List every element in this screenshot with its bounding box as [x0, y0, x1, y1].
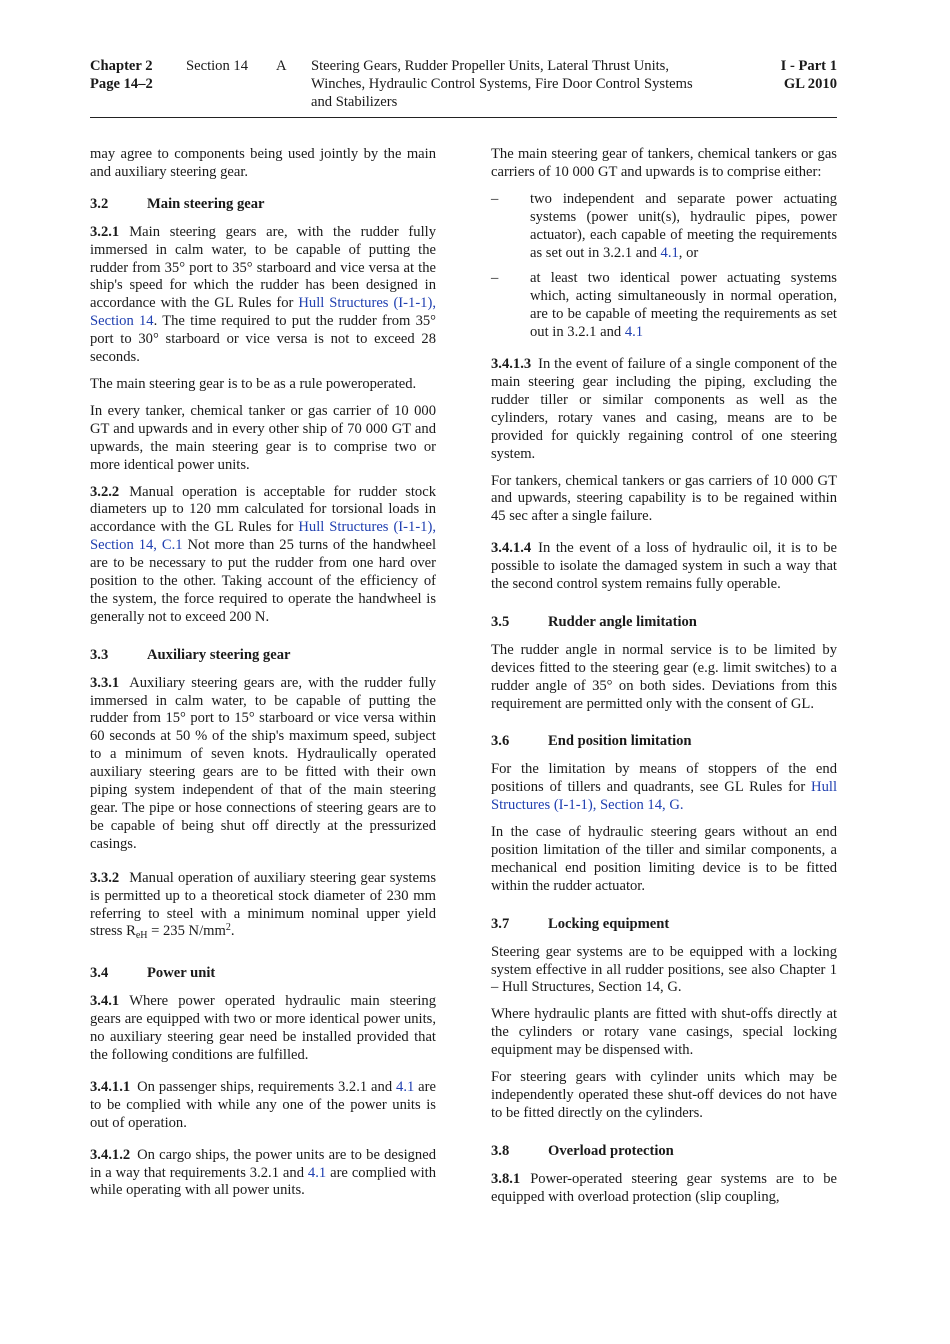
header-part-edition	[781, 57, 837, 93]
superscript: 2	[225, 922, 231, 934]
paragraph: may agree to components being used jointly by the main and auxiliary steering gear.	[90, 146, 436, 180]
section-number: 3.4	[90, 965, 109, 982]
paragraph-text: Main steering gears are, with the rudder fully immersed in calm water, to be capable of putting the rudder from 35° port to 35° starboard and vice versa at the ship's speed for which the rudder has been designed in accordance with the GL Rules for	[90, 223, 436, 312]
hull-structures-link[interactable]: Hull Structures (I-1-1), Section 14, C.1	[90, 519, 436, 554]
list-item	[491, 191, 837, 263]
clause-number: 3.2.2	[90, 483, 120, 500]
paragraph-text: are to be complied with while any one of the power units is out of operation.	[90, 1078, 436, 1131]
paragraph-text: Power-operated steering gear systems are to be equipped with overload protection (slip coupling,	[491, 1170, 837, 1205]
header-title	[311, 57, 751, 111]
paragraph: Where hydraulic plants are fitted with shut-offs directly at the cylinders or rotary vane casings, special locking equipment may be dispensed with.	[491, 1006, 837, 1059]
section-4-1-link[interactable]: 4.1	[396, 1078, 415, 1095]
paragraph: The main steering gear of tankers, chemical tankers or gas carriers of 10 000 GT and upwards is to comprise either:	[491, 146, 837, 180]
header-title-line: Winches, Hydraulic Control Systems, Fire Door Control Systems	[311, 76, 693, 92]
paragraph-text: .	[230, 923, 235, 940]
section-title: Overload protection	[548, 1142, 674, 1159]
clause-number: 3.8.1	[491, 1170, 521, 1187]
clause-number: 3.3.1	[90, 674, 120, 691]
header-letter: A	[276, 58, 287, 74]
section-4-1-link[interactable]: 4.1	[660, 244, 679, 261]
left-column	[90, 146, 436, 1209]
paragraph-text: Auxiliary steering gears are, with the rudder fully immersed in calm water, to be capable of putting the rudder from 15° port to 15° starboard or vice versa within 60 seconds at 50 % of the ship's maximum speed, subject to a minimum of seven knots. Hydraulically operated auxiliary steering gears are to be fitted with their own piping system independent of that of the main steering gear. The pipe or hose connections of steering gears are to be capable of being shut off directly at the pressurized casings.	[90, 674, 436, 852]
section-number: 3.6	[491, 733, 510, 750]
header-chapter-page	[90, 57, 153, 93]
clause-number: 3.4.1.4	[491, 540, 532, 557]
paragraph-text: are complied with while operating with all power units.	[90, 1164, 436, 1199]
hull-structures-link[interactable]: Hull Structures (I-1-1), Section 14	[90, 295, 436, 330]
header-section: Section 14	[186, 58, 249, 74]
header-chapter: Chapter 2	[90, 58, 153, 74]
section-title: Main steering gear	[147, 195, 265, 212]
paragraph-text: . The time required to put the rudder from 35° port to 30° starboard or vice versa is not to exceed 28 seconds.	[90, 313, 436, 366]
section-heading-3-2	[90, 196, 436, 214]
paragraph: In every tanker, chemical tanker or gas carrier of 10 000 GT and upwards and in every other ship of 70 000 GT and upwards, the main steering gear is to comprise two or more identical power units.	[90, 402, 436, 473]
section-heading-3-8	[491, 1143, 837, 1161]
section-title: Auxiliary steering gear	[147, 646, 291, 663]
paragraph-3-8-1	[491, 1171, 837, 1207]
section-number: 3.3	[90, 646, 109, 663]
section-number: 3.5	[491, 613, 510, 630]
page-header	[90, 57, 837, 112]
paragraph-text: On passenger ships, requirements 3.2.1 and	[137, 1078, 397, 1095]
paragraph: The main steering gear is to be as a rule poweroperated.	[90, 375, 417, 392]
section-heading-3-5	[491, 614, 837, 632]
clause-number: 3.2.1	[90, 223, 120, 240]
paragraph-text: For the limitation by means of stoppers of the end positions of tillers and quadrants, see GL Rules for	[491, 761, 837, 796]
right-column	[491, 146, 837, 1216]
paragraph-3-4-1-2	[90, 1147, 436, 1201]
section-heading-3-7	[491, 916, 837, 934]
dash-bullet: –	[491, 190, 499, 207]
list-text: at least two identical power actuating systems which, acting simultaneously in normal operation, are to be capable of meeting the requirements as set out in 3.2.1 and	[530, 270, 837, 341]
paragraph-text: Where power operated hydraulic main steering gears are equipped with two or more identical power units, no auxiliary steering gear need be installed provided that the following conditions are fulfilled.	[90, 993, 436, 1063]
clause-number: 3.4.1.2	[90, 1146, 131, 1163]
header-edition: GL 2010	[783, 76, 837, 92]
section-number: 3.7	[491, 915, 510, 932]
clause-number: 3.3.2	[90, 869, 120, 886]
requirement-list	[491, 191, 837, 342]
paragraph-3-3-1	[90, 675, 436, 854]
header-title-line: Steering Gears, Rudder Propeller Units, Lateral Thrust Units,	[311, 58, 670, 74]
paragraph-text: = 235 N/mm	[147, 923, 226, 940]
section-heading-3-3	[90, 647, 436, 665]
paragraph	[491, 761, 837, 815]
section-4-1-link[interactable]: 4.1	[307, 1164, 327, 1181]
paragraph-3-3-2	[90, 870, 436, 946]
paragraph-3-4-1	[90, 993, 436, 1065]
section-number: 3.8	[491, 1142, 510, 1159]
paragraph: Steering gear systems are to be equipped with a locking system effective in all rudder positions, see also Chapter 1 – Hull Structures, Section 14, G.	[491, 943, 837, 996]
section-title: Locking equipment	[548, 915, 670, 932]
paragraph-text: Not more than 25 turns of the handwheel are to be necessary to put the rudder from one hard over position to the other. Taking account of the efficiency of the system, the force required to operate the handwheel is generally not to exceed 200 N.	[90, 537, 436, 625]
section-title: Rudder angle limitation	[548, 613, 697, 630]
list-text: two independent and separate power actuating systems (power unit(s), hydraulic pipes, power actuator), each capable of meeting the requirements as set out in 3.2.1 and	[530, 190, 837, 261]
clause-number: 3.4.1.3	[491, 356, 532, 373]
paragraph-3-2-1	[90, 224, 436, 367]
paragraph-text: On cargo ships, the power units are to be designed in a way that requirements 3.2.1 and	[90, 1146, 436, 1181]
paragraph: The rudder angle in normal service is to be limited by devices fitted to the steering gear (e.g. limit switches) to a rudder angle of 35° on both sides. Deviations from this requirement are permitted only with the consent of GL.	[491, 641, 837, 712]
paragraph: For steering gears with cylinder units which may be independently operated these shut-off devices do not have to be fitted directly on the cylinders.	[491, 1069, 837, 1121]
dash-bullet: –	[491, 270, 499, 287]
paragraph-text: In the event of failure of a single component of the main steering gear including the piping, excluding the rudder tiller or similar components as well as the cylinders, rotary vanes and casing, means are to be provided for quickly regaining control of one steering system.	[491, 356, 837, 462]
section-number: 3.2	[90, 195, 109, 212]
paragraph-text: Manual operation is acceptable for rudder stock diameters up to 120 mm calculated for torsional loads in accordance with the GL Rules for	[90, 483, 436, 536]
header-rule	[90, 117, 837, 118]
paragraph-3-2-2	[90, 484, 436, 627]
paragraph-3-4-1-1	[90, 1079, 436, 1133]
paragraph: For tankers, chemical tankers or gas carriers of 10 000 GT and upwards, steering capability is to be regained within 45 sec after a single failure.	[491, 472, 837, 525]
header-page: Page 14–2	[90, 76, 153, 92]
paragraph-3-4-1-4	[491, 540, 837, 594]
section-title: End position limitation	[548, 733, 692, 750]
paragraph-text: Manual operation of auxiliary steering gear systems is permitted up to a theoretical stock diameter of 230 mm referring to steel with a minimum nominal upper yield stress R	[90, 869, 436, 940]
clause-number: 3.4.1	[90, 993, 120, 1010]
hull-structures-link[interactable]: Hull Structures (I-1-1), Section 14, G.	[491, 779, 837, 814]
paragraph-text: In the event of a loss of hydraulic oil, it is to be possible to isolate the damaged system in such a way that the second control system remains fully operable.	[491, 540, 837, 593]
clause-number: 3.4.1.1	[90, 1078, 131, 1095]
header-title-line: and Stabilizers	[311, 94, 398, 110]
section-title: Power unit	[147, 965, 216, 982]
section-heading-3-4	[90, 965, 436, 983]
paragraph-3-4-1-3	[491, 356, 837, 463]
list-item	[491, 270, 837, 342]
paragraph: In the case of hydraulic steering gears without an end position limitation of the tiller and similar components, a mechanical end position limiting device is to be fitted within the rudder actuator.	[491, 824, 837, 894]
subscript: eH	[135, 930, 148, 942]
section-heading-3-6	[491, 733, 837, 751]
list-text: , or	[678, 244, 699, 261]
header-part: I - Part 1	[780, 58, 837, 74]
section-4-1-link[interactable]: 4.1	[624, 324, 644, 341]
